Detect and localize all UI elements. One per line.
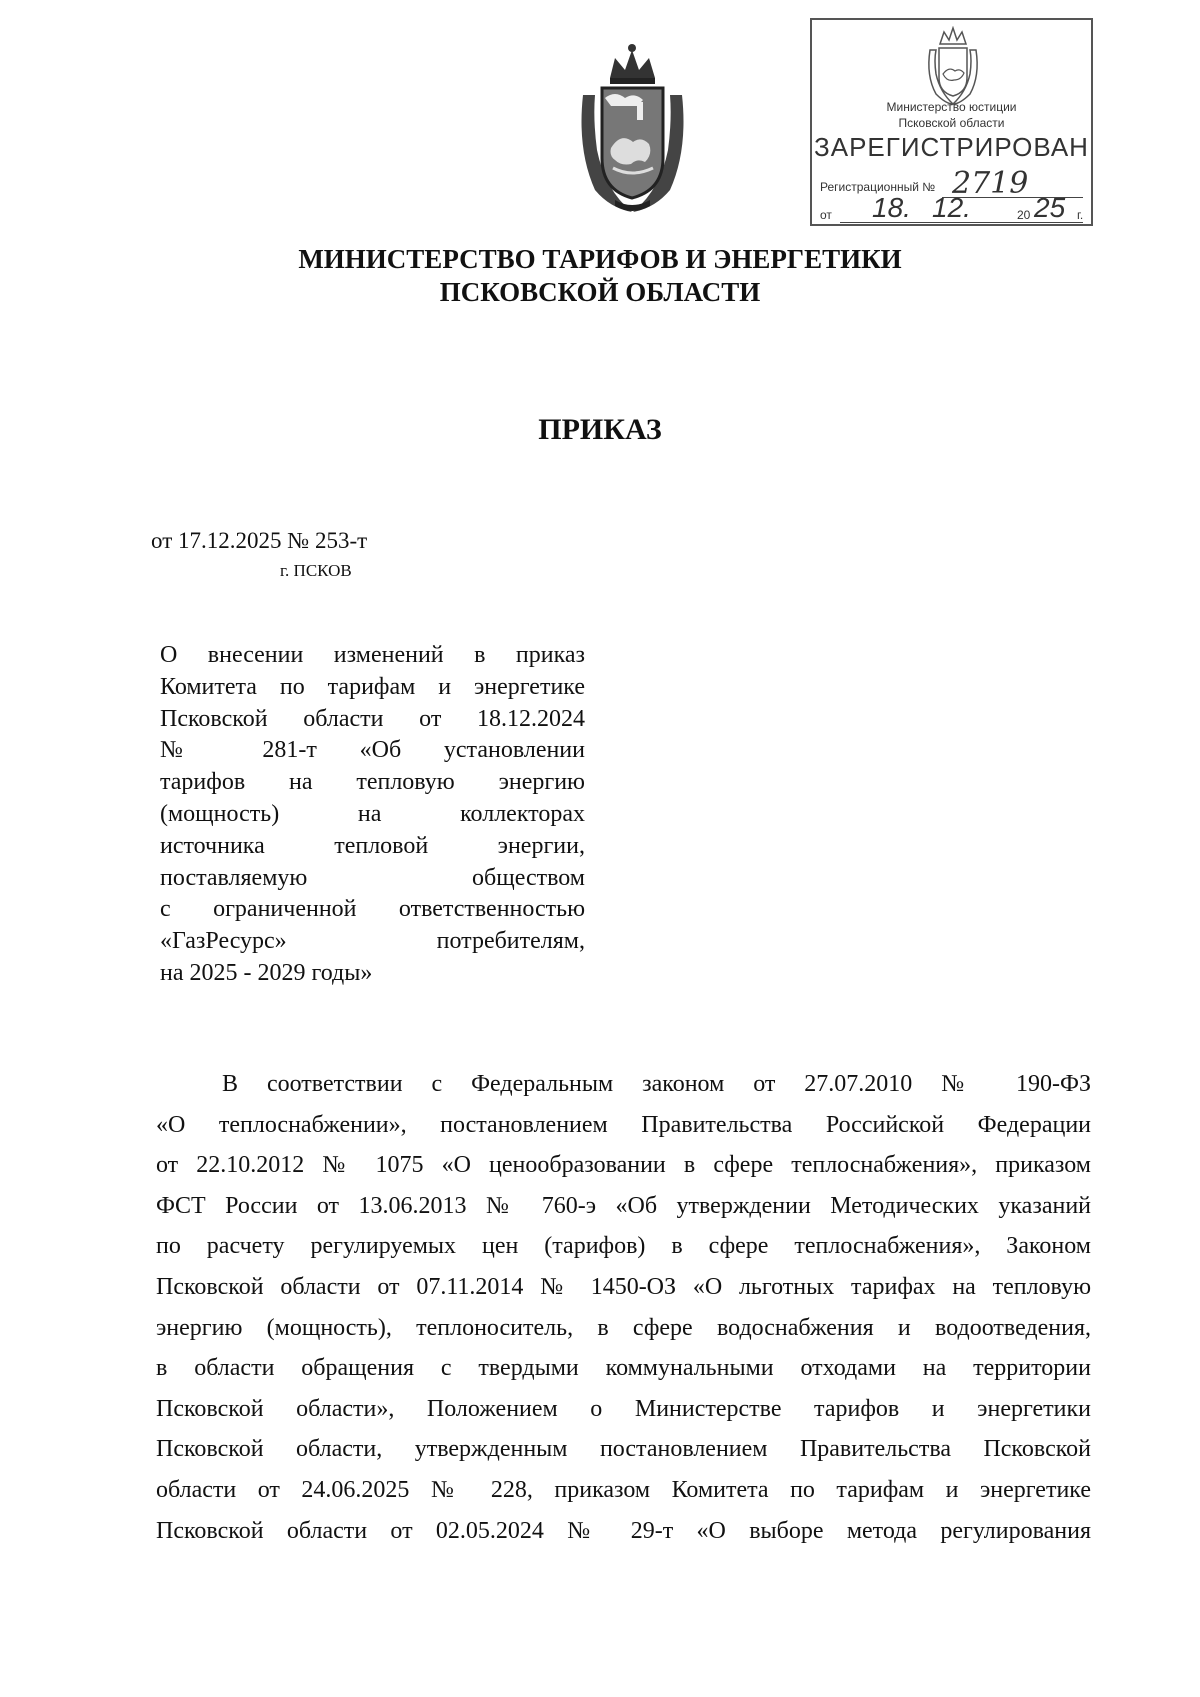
stamp-ministry-line: Министерство юстиции [886, 100, 1017, 114]
title-line: Комитета по тарифам и энергетике [160, 673, 585, 700]
body-line: области от 24.06.2025 № 228, приказом Комитета по тарифам и энергетике [156, 1476, 1091, 1503]
title-line: источника тепловой энергии, [160, 832, 585, 859]
title-line: Псковской области от 18.12.2024 [160, 705, 585, 732]
body-line: «О теплоснабжении», постановлением Правительства Российской Федерации [156, 1111, 1091, 1138]
stamp-registered: ЗАРЕГИСТРИРОВАН [814, 132, 1089, 162]
title-line: с ограниченной ответственностью [160, 896, 585, 923]
stamp-year-g: г. [1077, 208, 1084, 222]
body-line: В соответствии с Федеральным законом от 27.07.2010 № 190-ФЗ [222, 1071, 1091, 1097]
coat-of-arms-emblem [575, 40, 690, 215]
stamp-year-suffix: 25 [1034, 192, 1066, 223]
body-line: в области обращения с твердыми коммунальными отходами на территории [156, 1355, 1091, 1382]
body-line: энергию (мощность), теплоноситель, в сфере водоснабжения и водоотведения, [156, 1314, 1091, 1341]
body-line: по расчету регулируемых цен (тарифов) в сфере теплоснабжения», Законом [156, 1233, 1091, 1260]
body-line: Псковской области от 02.05.2024 № 29-т «О выборе метода регулирования [156, 1517, 1091, 1544]
ministry-name-line1: МИНИСТЕРСТВО ТАРИФОВ И ЭНЕРГЕТИКИ [298, 244, 902, 274]
document-type-heading: ПРИКАЗ [538, 413, 662, 446]
body-line: Псковской области, утвержденным постановлением Правительства Псковской [156, 1436, 1091, 1463]
title-line: О внесении изменений в приказ [160, 642, 585, 668]
stamp-reg-label: Регистрационный № [820, 180, 936, 194]
order-title [160, 640, 585, 990]
stamp-date-underline [840, 222, 1083, 223]
stamp-emblem [924, 26, 982, 106]
stamp-reg-number: 2719 [952, 166, 1029, 201]
title-line: «ГазРесурс» потребителям, [160, 928, 585, 955]
body-line: от 22.10.2012 № 1075 «О ценообразовании в сфере теплоснабжения», приказом [156, 1152, 1091, 1179]
stamp-region-line: Псковской области [898, 116, 1005, 130]
registration-stamp [810, 18, 1093, 226]
title-line: тарифов на тепловую энергию [160, 769, 585, 796]
order-body-paragraph [156, 1064, 1091, 1551]
stamp-from-label: от [820, 208, 832, 222]
title-line: № 281-т «Об установлении [160, 737, 585, 764]
ministry-name-line2: ПСКОВСКОЙ ОБЛАСТИ [439, 277, 761, 307]
body-line: Псковской области», Положением о Министерстве тарифов и энергетики [156, 1395, 1091, 1422]
stamp-date-day: 18. [872, 192, 911, 223]
order-date-number: от 17.12.2025 № 253-т [151, 528, 368, 553]
stamp-year-prefix: 20 [1017, 208, 1031, 222]
stamp-date-month: 12. [932, 192, 971, 223]
body-line: ФСТ России от 13.06.2013 № 760-э «Об утверждении Методических указаний [156, 1192, 1091, 1219]
title-line: на 2025 - 2029 годы» [160, 959, 373, 986]
order-city: г. ПСКОВ [280, 561, 352, 580]
title-line: (мощность) на коллекторах [160, 800, 585, 827]
title-line: поставляемую обществом [160, 864, 585, 891]
body-line: Псковской области от 07.11.2014 № 1450-ОЗ «О льготных тарифах на тепловую [156, 1273, 1091, 1300]
